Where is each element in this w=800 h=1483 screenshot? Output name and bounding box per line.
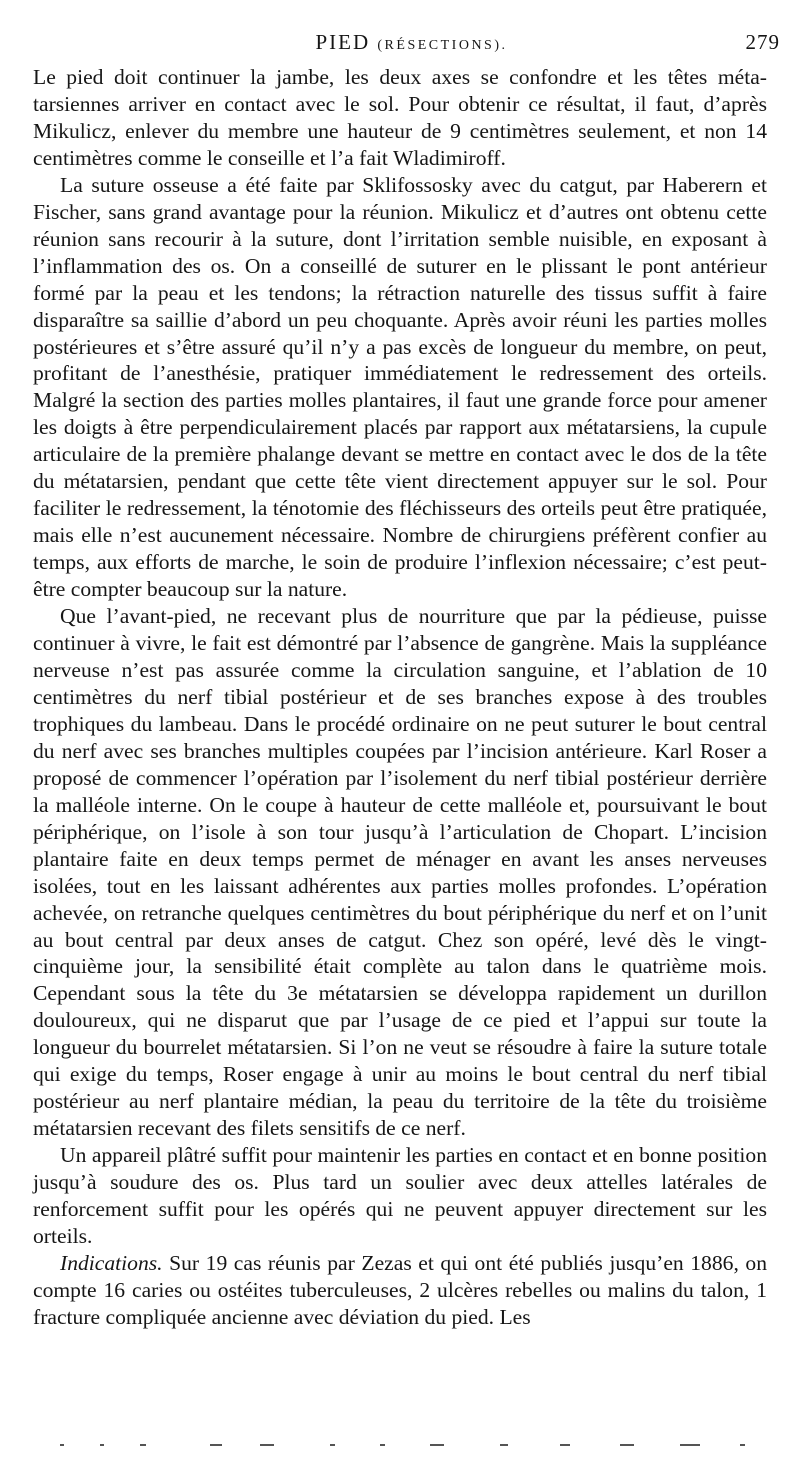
body-text [33, 64, 767, 1331]
scan-artifact-dots [60, 1440, 760, 1450]
indications-text: Sur 19 cas réunis par Zezas et qui ont été publiés jusqu’en 1886, on compte 16 caries ou ostéites tuberculeuses, 2 ulcères rebelles ou malins du talon, 1 fracture compliquée ancienne avec déviation du pied. Les [33, 1250, 767, 1329]
header-title-main: PIED [315, 30, 371, 54]
page-number: 279 [745, 30, 780, 54]
indications-label: Indications. [60, 1250, 163, 1275]
paragraph: La suture osseuse a été faite par Sklifossosky avec du catgut, par Haberern et Fischer, sans grand avantage pour la réunion. Mikulicz et d’autres ont obtenu cette réunion sans recourir à la suture, dont l’irritation semble nuisible, en exposant à l’inflammation des os. On a conseillé de suturer en le plissant le pont antérieur formé par la peau et les tendons; la rétraction naturelle des tissus suffit à faire disparaître sa saillie d’abord un peu choquante. Après avoir réuni les parties molles postérieures et s’être assuré qu’il n’y a pas excès de longueur du membre, on peut, profitant de l’anesthésie, pratiquer immédiatement le redressement des orteils. Malgré la section des parties molles plantaires, il faut une grande force pour amener les doigts à être perpendiculairement placés par rapport aux métatarsiens, la cupule articulaire de la première phalange devant se mettre en contact avec le dos de la tête du métatarsien, pendant que cette tête vient directement appuyer sur le sol. Pour faciliter le redressement, la ténotomie des fléchisseurs des orteils peut être pratiquée, mais elle n’est aucunement nécessaire. Nombre de chirurgiens préfèrent confier au temps, aux efforts de marche, le soin de produire l’inflexion nécessaire; c’est peut-être compter beaucoup sur la nature. [33, 172, 767, 602]
header-title [33, 30, 780, 55]
header-title-sub: (RÉSECTIONS). [377, 38, 508, 53]
running-header [33, 30, 780, 56]
paragraph: Le pied doit continuer la jambe, les deux axes se confondre et les têtes métatarsiennes arriver en contact avec le sol. Pour obtenir ce résultat, il faut, d’après Mikulicz, enlever du membre une hauteur de 9 centimètres seulement, et non 14 centimètres comme le conseille et l’a fait Wladimiroff. [33, 65, 767, 170]
paragraph: Un appareil plâtré suffit pour maintenir les parties en contact et en bonne position jusqu’à soudure des os. Plus tard un soulier avec deux attelles latérales de renforcement suffit pour les opérés qui ne peuvent appuyer directement sur les orteils. [33, 1143, 767, 1248]
paragraph: Que l’avant-pied, ne recevant plus de nourriture que par la pédieuse, puisse continuer à vivre, le fait est démontré par l’absence de gangrène. Mais la suppléance nerveuse n’est pas assurée comme la circulation sanguine, et l’ablation de 10 centimètres du nerf tibial postérieur et de ses branches expose à des troubles trophiques du lambeau. Dans le procédé ordinaire on ne peut suturer le bout central du nerf avec ses branches multiples coupées par l’incision antérieure. Karl Roser a proposé de commencer l’opération par l’isolement du nerf tibial postérieur derrière la malléole interne. On le coupe à hauteur de cette malléole et, poursuivant le bout périphérique, on l’isole à son tour jusqu’à l’articulation de Chopart. L’incision plantaire faite en deux temps permet de ménager en avant les anses nerveuses isolées, tout en les laissant adhérentes aux parties molles profondes. L’opération achevée, on retranche quelques centimètres du bout périphérique du nerf et on l’unit au bout central par deux anses de catgut. Chez son opéré, levé dès le vingt-cinquième jour, la sensibilité était complète au talon dans le quatrième mois. Cependant sous la tête du 3e métatarsien se développa rapidement un durillon douloureux, qui ne disparut que par l’usage de ce pied et l’appui sur toute la longueur du bourrelet métatarsien. Si l’on ne veut se résoudre à faire la suture totale qui exige du temps, Roser engage à unir au moins le bout central du nerf tibial postérieur au nerf plantaire médian, la peau du territoire de la tête du troisième métatarsien recevant des filets sensitifs de ce nerf. [33, 604, 767, 1141]
paragraph-indications [33, 1250, 767, 1331]
